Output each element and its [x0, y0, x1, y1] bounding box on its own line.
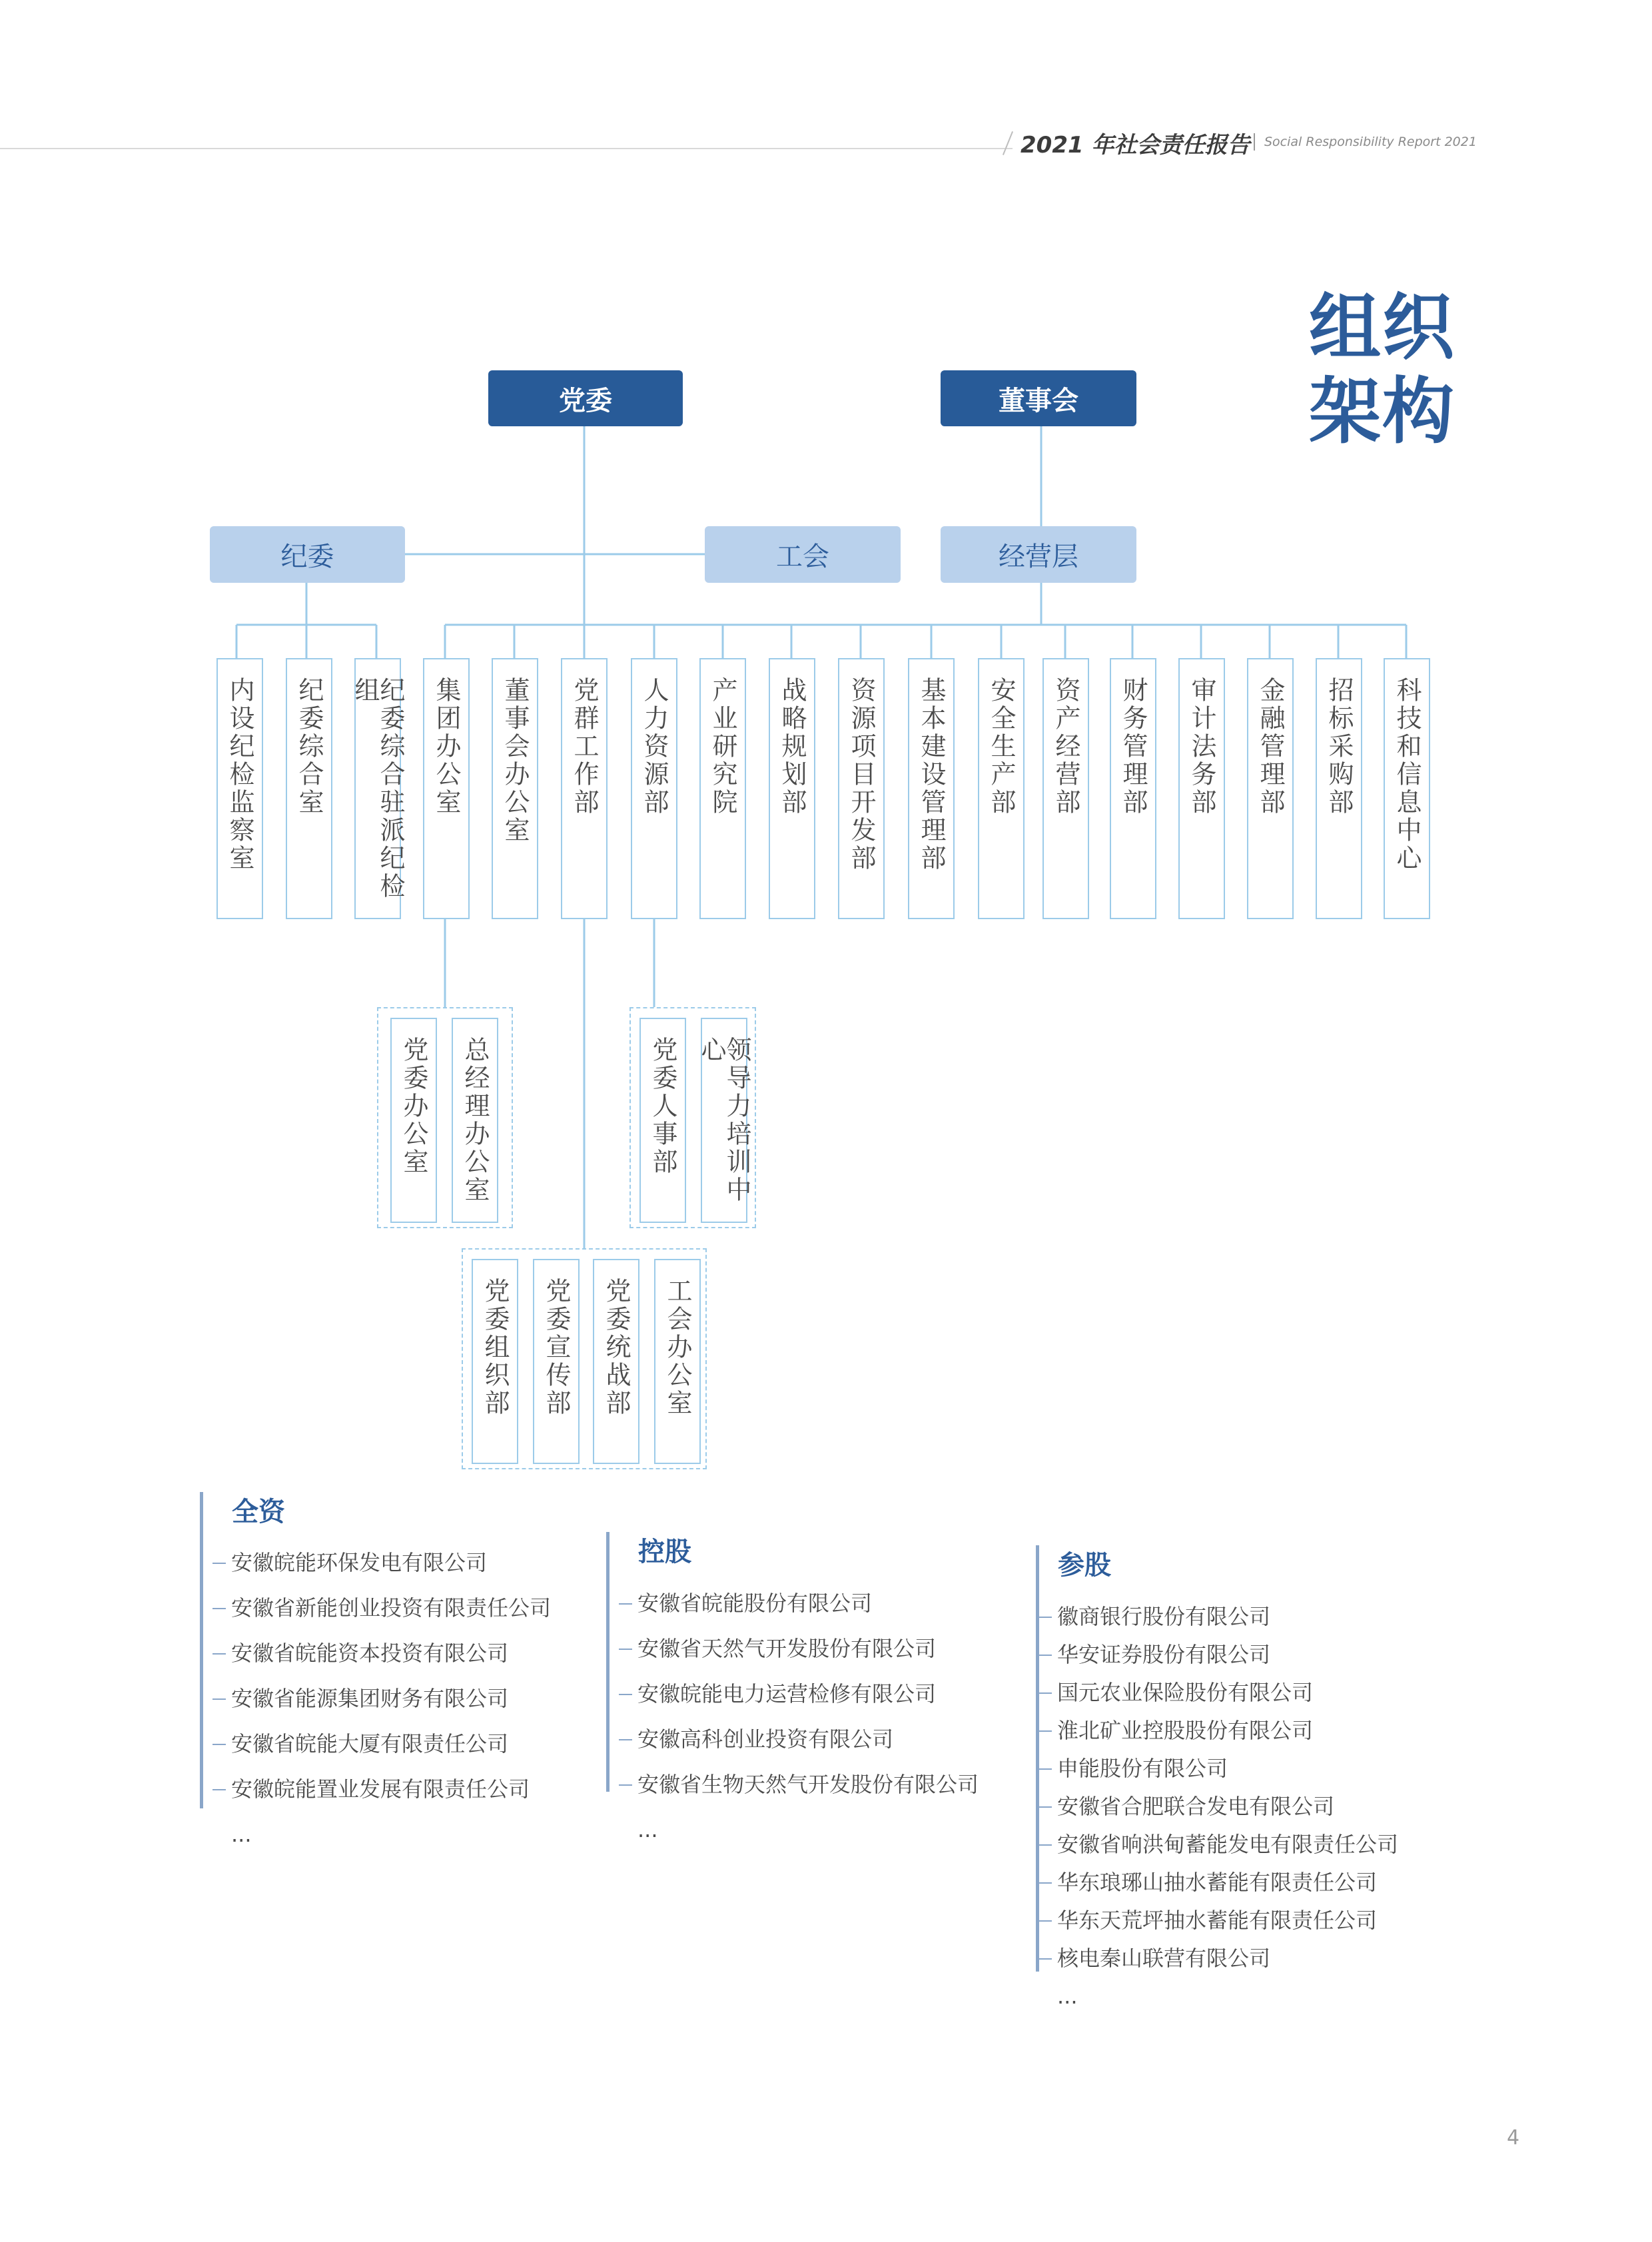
- equity-title: 参股: [1058, 1550, 1111, 1581]
- list-item: 申能股份有限公司: [1042, 1756, 1398, 1781]
- party-committee-node: 党委: [488, 370, 683, 426]
- holding-title: 控股: [638, 1537, 691, 1567]
- discipline-unit: 纪委综合驻派纪检组: [354, 658, 401, 919]
- list-item: 安徽省新能创业投资有限责任公司: [216, 1595, 551, 1621]
- union-node: 工会: [705, 526, 901, 583]
- list-item: 华东天荒坪抽水蓄能有限责任公司: [1042, 1908, 1398, 1933]
- list-item: 安徽省天然气开发股份有限公司: [623, 1636, 979, 1661]
- department-box: 科技和信息中心: [1384, 658, 1430, 919]
- sub-unit-box: 党委人事部: [639, 1018, 686, 1223]
- department-box: 财务管理部: [1110, 658, 1156, 919]
- list-item: 淮北矿业控股股份有限公司: [1042, 1718, 1398, 1743]
- list-item: 安徽省皖能股份有限公司: [623, 1591, 979, 1616]
- list-item: 安徽省能源集团财务有限公司: [216, 1686, 551, 1711]
- sub-unit-box: 领导力培训中心: [701, 1018, 747, 1223]
- department-box: 战略规划部: [769, 658, 815, 919]
- list-item: 安徽省响洪甸蓄能发电有限责任公司: [1042, 1832, 1398, 1857]
- department-box: 资源项目开发部: [838, 658, 885, 919]
- department-box: 产业研究院: [699, 658, 746, 919]
- wholly-owned-title: 全资: [232, 1497, 285, 1527]
- list-item: 安徽皖能电力运营检修有限公司: [623, 1681, 979, 1706]
- department-box: 审计法务部: [1178, 658, 1225, 919]
- department-box: 董事会办公室: [492, 658, 538, 919]
- department-box: 集团办公室: [423, 658, 470, 919]
- list-more: ...: [231, 1822, 252, 1847]
- wholly-owned-bar: [200, 1492, 203, 1808]
- list-more: ...: [637, 1817, 658, 1842]
- department-box: 资产经营部: [1042, 658, 1089, 919]
- list-item: 安徽省皖能大厦有限责任公司: [216, 1731, 551, 1756]
- sub-unit-box: 党委组织部: [472, 1259, 518, 1464]
- equity-list: [1042, 1604, 1398, 2009]
- wholly-owned-list: [216, 1550, 551, 1847]
- list-item: 安徽皖能环保发电有限公司: [216, 1550, 551, 1575]
- list-item: 国元农业保险股份有限公司: [1042, 1680, 1398, 1705]
- holding-bar: [606, 1532, 610, 1792]
- department-box: 安全生产部: [978, 658, 1025, 919]
- list-item: 核电秦山联营有限公司: [1042, 1946, 1398, 1971]
- equity-bar: [1036, 1545, 1039, 1972]
- management-node: 经营层: [941, 526, 1136, 583]
- list-item: 安徽高科创业投资有限公司: [623, 1726, 979, 1752]
- department-box: 招标采购部: [1316, 658, 1362, 919]
- department-box: 人力资源部: [631, 658, 677, 919]
- list-item: 华东琅琊山抽水蓄能有限责任公司: [1042, 1870, 1398, 1895]
- department-box: 金融管理部: [1247, 658, 1294, 919]
- list-item: 徽商银行股份有限公司: [1042, 1604, 1398, 1629]
- discipline-committee-node: 纪委: [210, 526, 405, 583]
- report-subtitle: Social Responsibility Report 2021: [1264, 135, 1477, 149]
- page-number: 4: [1507, 2126, 1520, 2149]
- list-item: 安徽省生物天然气开发股份有限公司: [623, 1772, 979, 1797]
- board-node: 董事会: [941, 370, 1136, 426]
- sub-unit-box: 党委宣传部: [533, 1259, 580, 1464]
- list-item: 安徽省合肥联合发电有限公司: [1042, 1794, 1398, 1819]
- list-item: 安徽省皖能资本投资有限公司: [216, 1641, 551, 1666]
- list-more: ...: [1057, 1984, 1078, 2009]
- department-box: 党群工作部: [561, 658, 608, 919]
- discipline-unit: 纪委综合室: [286, 658, 332, 919]
- sub-unit-box: 工会办公室: [654, 1259, 701, 1464]
- holding-list: [623, 1591, 979, 1842]
- sub-unit-box: 党委统战部: [593, 1259, 639, 1464]
- list-item: 安徽皖能置业发展有限责任公司: [216, 1776, 551, 1802]
- sub-unit-box: 党委办公室: [390, 1018, 437, 1223]
- sub-unit-box: 总经理办公室: [452, 1018, 498, 1223]
- list-item: 华安证券股份有限公司: [1042, 1642, 1398, 1667]
- department-box: 基本建设管理部: [908, 658, 955, 919]
- discipline-unit: 内设纪检监察室: [216, 658, 263, 919]
- report-title: 2021 年社会责任报告: [1021, 132, 1250, 159]
- section-title: 组织架构: [1309, 286, 1456, 454]
